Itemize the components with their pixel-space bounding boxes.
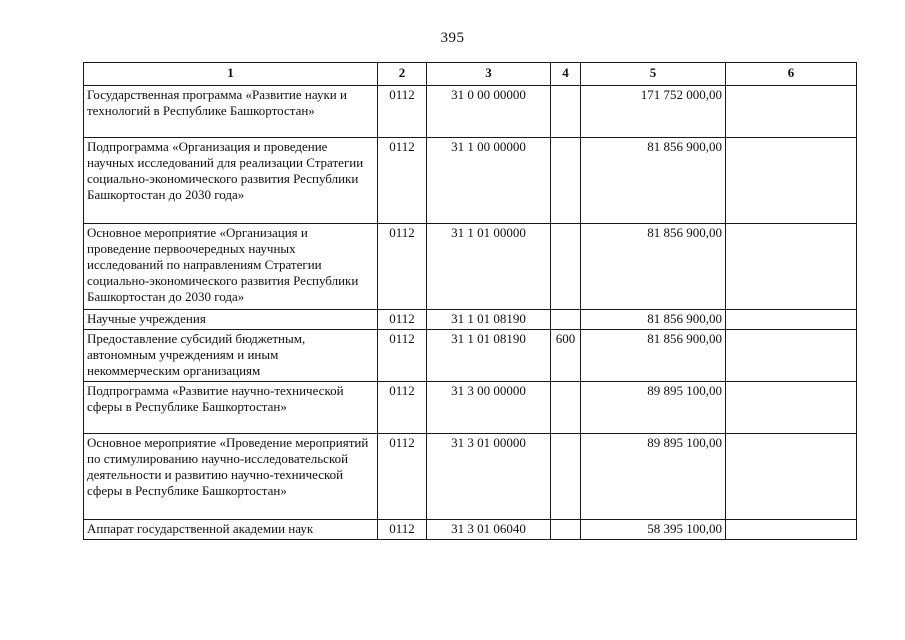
header-row: [84, 63, 857, 86]
table-row: [84, 86, 857, 138]
expense-type-cell: [551, 224, 581, 310]
column-header-2: 2: [378, 63, 427, 86]
column-header-4: 4: [551, 63, 581, 86]
ministry-code-cell: 0112: [378, 310, 427, 330]
ministry-code-cell: 0112: [378, 224, 427, 310]
table-body: [84, 86, 857, 540]
item-name-cell: Подпрограмма «Развитие научно-технической сферы в Республике Башкортостан»: [84, 382, 378, 434]
amount-cell: 89 895 100,00: [581, 434, 726, 520]
note-cell: [726, 434, 857, 520]
column-header-5: 5: [581, 63, 726, 86]
target-article-cell: 31 3 00 00000: [427, 382, 551, 434]
note-cell: [726, 330, 857, 382]
table-row: [84, 330, 857, 382]
expense-type-cell: [551, 434, 581, 520]
table-row: [84, 382, 857, 434]
column-header-6: 6: [726, 63, 857, 86]
amount-cell: 81 856 900,00: [581, 330, 726, 382]
item-name-cell: Предоставление субсидий бюджетным, автономным учреждениям и иным некоммерческим организациям: [84, 330, 378, 382]
table-row: [84, 434, 857, 520]
target-article-cell: 31 1 00 00000: [427, 138, 551, 224]
note-cell: [726, 86, 857, 138]
item-name-cell: Научные учреждения: [84, 310, 378, 330]
expense-type-cell: 600: [551, 330, 581, 382]
expense-type-cell: [551, 520, 581, 540]
target-article-cell: 31 1 01 00000: [427, 224, 551, 310]
expense-type-cell: [551, 86, 581, 138]
ministry-code-cell: 0112: [378, 138, 427, 224]
ministry-code-cell: 0112: [378, 434, 427, 520]
item-name-cell: Аппарат государственной академии наук: [84, 520, 378, 540]
note-cell: [726, 138, 857, 224]
target-article-cell: 31 1 01 08190: [427, 310, 551, 330]
amount-cell: 81 856 900,00: [581, 224, 726, 310]
amount-cell: 58 395 100,00: [581, 520, 726, 540]
item-name-cell: Подпрограмма «Организация и проведение научных исследований для реализации Стратегии социально-экономического развития Республики Башкортостан до 2030 года»: [84, 138, 378, 224]
ministry-code-cell: 0112: [378, 330, 427, 382]
amount-cell: 89 895 100,00: [581, 382, 726, 434]
table-row: [84, 520, 857, 540]
expense-type-cell: [551, 382, 581, 434]
ministry-code-cell: 0112: [378, 520, 427, 540]
note-cell: [726, 520, 857, 540]
item-name-cell: Основное мероприятие «Проведение мероприятий по стимулированию научно-исследовательской деятельности и развитию научно-технической сферы в Республике Башкортостан»: [84, 434, 378, 520]
target-article-cell: 31 1 01 08190: [427, 330, 551, 382]
note-cell: [726, 310, 857, 330]
table-row: [84, 224, 857, 310]
target-article-cell: 31 3 01 06040: [427, 520, 551, 540]
note-cell: [726, 382, 857, 434]
expense-type-cell: [551, 138, 581, 224]
item-name-cell: Государственная программа «Развитие науки и технологий в Республике Башкортостан»: [84, 86, 378, 138]
amount-cell: 171 752 000,00: [581, 86, 726, 138]
ministry-code-cell: 0112: [378, 382, 427, 434]
note-cell: [726, 224, 857, 310]
page-number: 395: [440, 30, 465, 46]
target-article-cell: 31 3 01 00000: [427, 434, 551, 520]
table-row: [84, 310, 857, 330]
amount-cell: 81 856 900,00: [581, 310, 726, 330]
amount-cell: 81 856 900,00: [581, 138, 726, 224]
table-header: [84, 63, 857, 86]
column-header-1: 1: [84, 63, 378, 86]
item-name-cell: Основное мероприятие «Организация и проведение первоочередных научных исследований по направлениям Стратегии социально-экономического развития Республики Башкортостан до 2030 года»: [84, 224, 378, 310]
target-article-cell: 31 0 00 00000: [427, 86, 551, 138]
table-row: [84, 138, 857, 224]
expense-type-cell: [551, 310, 581, 330]
column-header-3: 3: [427, 63, 551, 86]
budget-table: [83, 62, 857, 540]
ministry-code-cell: 0112: [378, 86, 427, 138]
